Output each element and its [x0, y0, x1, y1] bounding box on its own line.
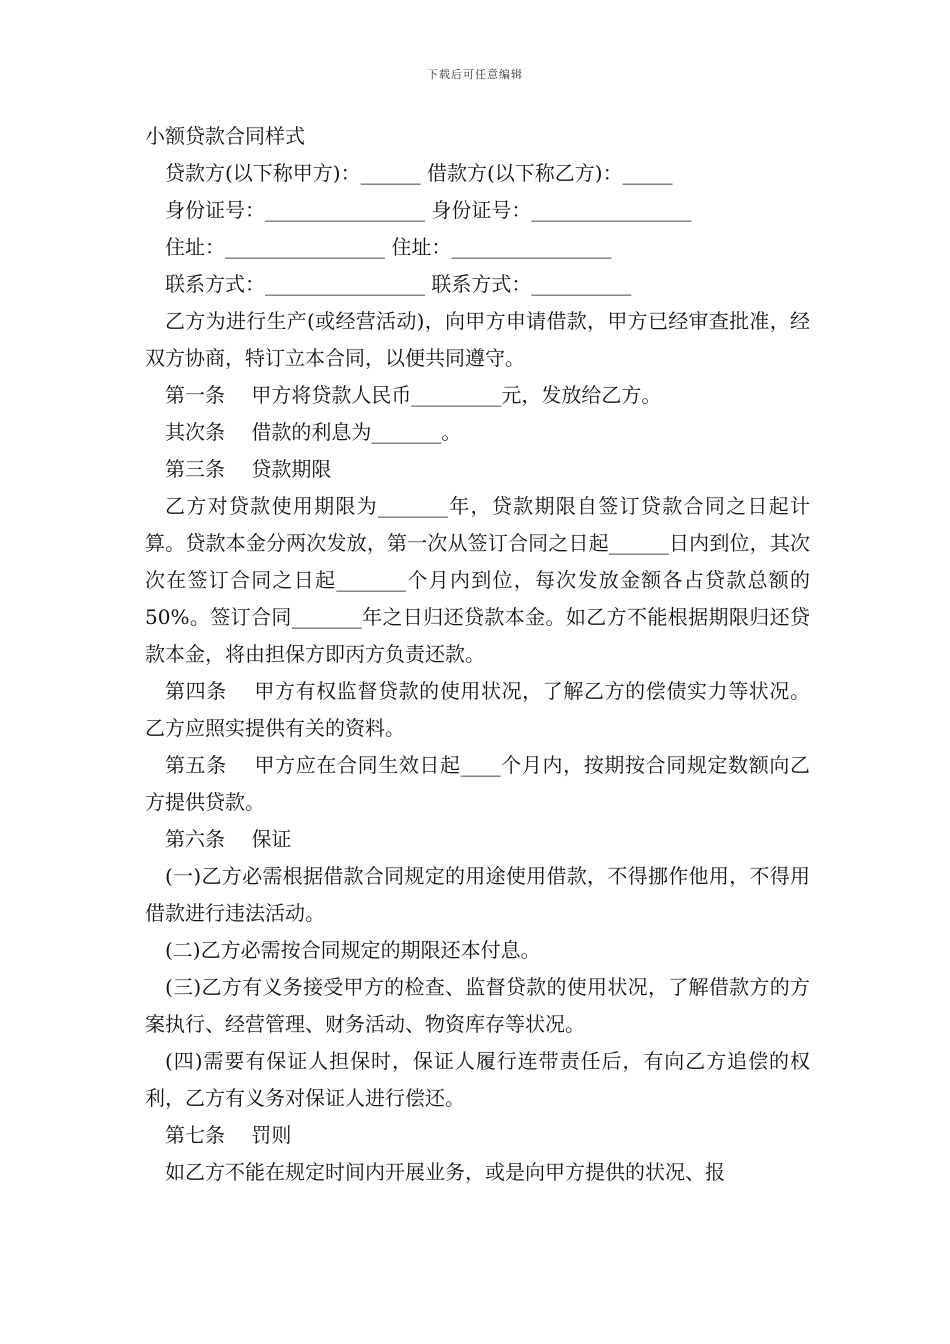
article-6-item-2: (二)乙方必需按合同规定的期限还本付息。 — [165, 938, 541, 962]
article-3-title: 第三条 贷款期限 — [165, 457, 332, 481]
article-6-item-3: (三)乙方有义务接受甲方的检查、监督贷款的使用状况，了解借款方的方案执行、经营管理、财务活动、物资库存等状况。 — [145, 975, 810, 1036]
article-5: 第五条 甲方应在合同生效日起____个月内，按期按合同规定数额向乙方提供贷款。 — [145, 753, 810, 814]
article-3-body: 乙方对贷款使用期限为_______年，贷款期限自签订贷款合同之日起计算。贷款本金分两次发放，第一次从签订合同之日起______日内到位，其次次在签订合同之日起_______个月内到位，每次发放金额各占贷款总额的50%。签订合同_______年之日归还贷款本金。如乙方不能根据期限归还贷款本金，将由担保方即丙方负责还款。 — [145, 494, 810, 666]
article-7-body: 如乙方不能在规定时间内开展业务，或是向甲方提供的状况、报 — [165, 1160, 725, 1184]
preamble-paragraph: 乙方为进行生产(或经营活动)，向甲方申请借款，甲方已经审查批准，经双方协商，特订立本合同，以便共同遵守。 — [145, 309, 810, 370]
contact-line: 联系方式：________________ 联系方式：__________ — [165, 272, 632, 296]
address-line: 住址：________________ 住址：________________ — [165, 235, 612, 259]
article-6-title: 第六条 保证 — [165, 827, 292, 851]
article-7-title: 第七条 罚则 — [165, 1123, 292, 1147]
document-title: 小额贷款合同样式 — [145, 124, 305, 148]
article-6-item-1: (一)乙方必需根据借款合同规定的用途使用借款，不得挪作他用，不得用借款进行违法活动。 — [145, 864, 810, 925]
article-1: 第一条 甲方将贷款人民币_________元，发放给乙方。 — [165, 383, 662, 407]
contract-document — [145, 118, 810, 1191]
article-4: 第四条 甲方有权监督贷款的使用状况，了解乙方的偿债实力等状况。乙方应照实提供有关的资料。 — [145, 679, 810, 740]
article-6-item-4: (四)需要有保证人担保时，保证人履行连带责任后，有向乙方追偿的权利，乙方有义务对保证人进行偿还。 — [145, 1049, 810, 1110]
parties-line: 贷款方(以下称甲方)：______ 借款方(以下称乙方)：_____ — [165, 161, 673, 185]
id-number-line: 身份证号：________________ 身份证号：________________ — [165, 198, 692, 222]
page-header-note: 下载后可任意编辑 — [427, 68, 523, 81]
article-2: 其次条 借款的利息为_______。 — [165, 420, 462, 444]
